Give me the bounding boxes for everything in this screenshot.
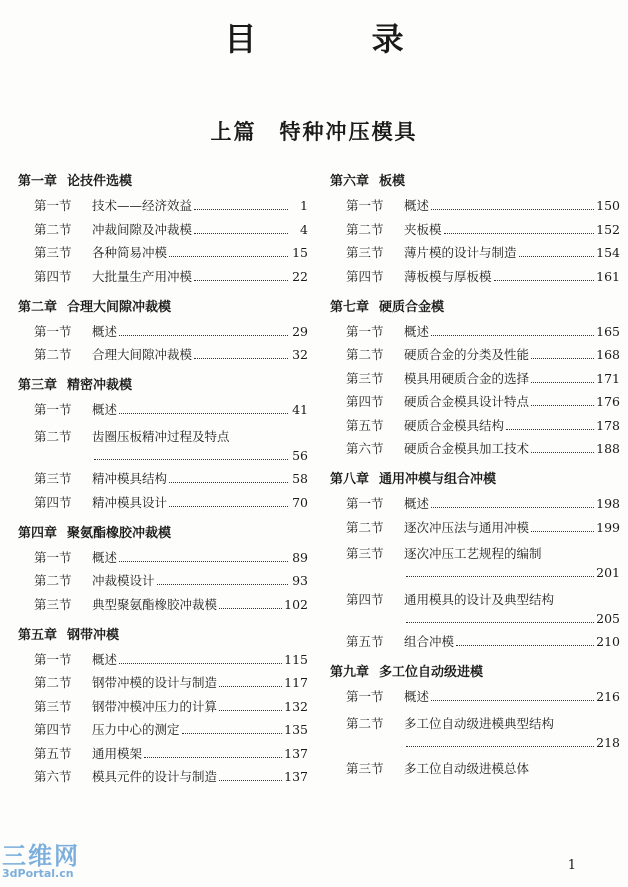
section-title: 概述 — [92, 651, 118, 667]
section-body — [92, 402, 308, 417]
dot-leader — [157, 584, 288, 585]
toc-entry[interactable] — [18, 324, 308, 339]
toc-entry[interactable] — [18, 269, 308, 284]
chapter-title: 精密冲裁模 — [67, 378, 133, 393]
toc-entry[interactable] — [18, 347, 308, 362]
page-ref: 171 — [596, 370, 620, 386]
section-label: 第五节 — [346, 417, 384, 433]
page-ref: 4 — [300, 221, 308, 237]
section-label: 第一节 — [34, 402, 72, 417]
dot-leader — [119, 413, 288, 414]
dot-leader — [219, 710, 282, 711]
page-number: 1 — [567, 858, 576, 873]
section-label: 第四节 — [346, 591, 384, 607]
section-label: 第二节 — [34, 428, 72, 444]
section-body — [92, 746, 308, 761]
section-title: 逐次冲压工艺规程的编制 — [404, 546, 542, 561]
section-title: 概述 — [92, 323, 118, 339]
page-ref: 201 — [596, 565, 620, 580]
toc-entry[interactable] — [330, 758, 620, 784]
section-body — [404, 245, 620, 260]
dot-leader — [431, 507, 594, 508]
section-label: 第四节 — [346, 268, 384, 284]
toc-entry[interactable] — [18, 550, 308, 565]
toc-entry[interactable] — [330, 520, 620, 535]
dot-leader — [456, 645, 594, 646]
section-label: 第二节 — [34, 221, 72, 237]
section-title: 钢带冲模冲压力的计算 — [92, 698, 218, 714]
section-body — [92, 198, 308, 213]
section-title: 硬质合金模具加工技术 — [404, 441, 530, 456]
section-title: 合理大间隙冲裁模 — [92, 347, 193, 362]
page-ref: 152 — [596, 221, 620, 237]
watermark-url: 3dPortal.cn — [2, 867, 74, 880]
toc-entry[interactable] — [330, 634, 620, 649]
section-body — [92, 597, 308, 612]
page-ref: 137 — [284, 769, 308, 784]
toc-entry[interactable] — [330, 347, 620, 362]
watermark-text: 三维网 — [2, 842, 80, 870]
page-ref: 161 — [596, 268, 620, 284]
dot-leader — [119, 335, 288, 336]
toc-column-left — [18, 170, 308, 796]
section-body — [404, 589, 620, 626]
section-title: 概述 — [404, 496, 430, 511]
dot-leader — [169, 482, 288, 483]
dot-leader — [444, 233, 595, 234]
section-body — [404, 418, 620, 433]
section-body — [92, 722, 308, 737]
section-label: 第五节 — [34, 745, 72, 761]
section-label: 第三节 — [346, 245, 384, 260]
chapter-block — [330, 170, 620, 284]
chapter-label: 第九章 — [330, 665, 370, 680]
toc-entry[interactable] — [330, 245, 620, 260]
chapter-label: 第五章 — [18, 627, 58, 643]
section-tail — [92, 448, 308, 463]
toc-entry[interactable] — [18, 769, 308, 784]
section-label: 第一节 — [34, 549, 72, 565]
section-label: 第三节 — [346, 546, 384, 561]
section-label: 第二节 — [346, 221, 384, 237]
page-title: 目 录 — [224, 20, 456, 58]
dot-leader — [94, 459, 288, 460]
dot-leader — [431, 700, 594, 701]
toc-entry[interactable] — [18, 495, 308, 510]
section-label: 第四节 — [34, 268, 72, 284]
section-title: 概述 — [92, 549, 118, 565]
toc-entry[interactable] — [330, 689, 620, 704]
chapter-title: 板模 — [379, 174, 406, 189]
chapter-block — [330, 296, 620, 457]
section-title: 冲裁模设计 — [92, 573, 155, 588]
dot-leader — [406, 622, 594, 623]
section-tail — [404, 611, 620, 626]
toc-entry[interactable] — [18, 699, 308, 714]
section-label: 第一节 — [346, 689, 384, 704]
dot-leader — [406, 576, 594, 577]
section-body — [404, 713, 620, 750]
section-title: 逐次冲压法与通用冲模 — [404, 519, 530, 535]
section-title: 概述 — [92, 402, 118, 417]
page-ref: 188 — [596, 441, 620, 456]
section-tail — [404, 735, 620, 750]
section-title: 硬质合金模具设计特点 — [404, 394, 530, 409]
section-label: 第三节 — [34, 471, 72, 486]
section-label: 第二节 — [346, 519, 384, 535]
section-label: 第六节 — [34, 769, 72, 784]
chapter-block — [18, 296, 308, 363]
section-body — [404, 496, 620, 511]
section-label: 第三节 — [346, 370, 384, 386]
section-title: 薄片模的设计与制造 — [404, 245, 517, 260]
page-ref: 1 — [300, 198, 308, 213]
section-title: 概述 — [404, 198, 430, 213]
toc-entry[interactable] — [330, 496, 620, 511]
dot-leader — [182, 733, 283, 734]
chapter-title: 钢带冲模 — [67, 627, 120, 643]
dot-leader — [169, 506, 288, 507]
section-title: 钢带冲模的设计与制造 — [92, 675, 218, 690]
dot-leader — [219, 780, 282, 781]
chapter-title: 合理大间隙冲裁模 — [67, 299, 172, 315]
section-body — [92, 426, 308, 463]
section-label: 第三节 — [34, 596, 72, 612]
section-body — [92, 769, 308, 784]
dot-leader — [144, 757, 282, 758]
page-ref: 165 — [596, 323, 620, 339]
chapter-block — [18, 624, 308, 785]
section-body — [404, 543, 620, 580]
toc-column-right — [330, 170, 620, 796]
page-ref: 150 — [596, 198, 620, 213]
toc-entry[interactable] — [330, 418, 620, 433]
section-body — [404, 689, 620, 704]
page-ref: 29 — [292, 323, 308, 339]
page-ref: 137 — [284, 745, 308, 761]
toc-entry[interactable] — [18, 746, 308, 761]
dot-leader — [119, 663, 282, 664]
page-ref: 178 — [596, 417, 620, 433]
section-body — [92, 245, 308, 260]
section-tail — [404, 565, 620, 580]
dot-leader — [406, 746, 594, 747]
section-label: 第二节 — [346, 715, 384, 731]
page-ref: 102 — [284, 596, 308, 612]
section-label: 第四节 — [34, 722, 72, 737]
section-body — [92, 573, 308, 588]
chapter-title: 多工位自动级进模 — [379, 665, 484, 680]
part-title: 上篇 特种冲压模具 — [210, 119, 418, 144]
section-label: 第一节 — [346, 323, 384, 339]
chapter-block — [330, 468, 620, 649]
dot-leader — [494, 280, 595, 281]
section-title: 组合冲模 — [404, 634, 455, 649]
section-title: 冲裁间隙及冲裁模 — [92, 221, 193, 237]
section-body — [92, 222, 308, 237]
section-title: 技术——经济效益 — [92, 198, 193, 213]
toc-entry[interactable] — [330, 589, 620, 626]
section-label: 第一节 — [34, 323, 72, 339]
section-tail — [404, 780, 620, 784]
section-label: 第三节 — [34, 245, 72, 260]
section-body — [404, 441, 620, 456]
chapter-heading[interactable] — [18, 170, 308, 189]
section-body — [92, 550, 308, 565]
dot-leader — [519, 256, 595, 257]
chapter-label: 第二章 — [18, 299, 58, 315]
section-title: 概述 — [404, 689, 430, 704]
toc-entry[interactable] — [18, 573, 308, 588]
dot-leader — [531, 531, 594, 532]
section-label: 第六节 — [346, 441, 384, 456]
section-label: 第五节 — [346, 634, 384, 649]
page-ref: 199 — [596, 519, 620, 535]
section-body — [404, 634, 620, 649]
section-label: 第四节 — [34, 494, 72, 510]
section-body — [404, 520, 620, 535]
section-title: 精冲模具设计 — [92, 494, 168, 510]
section-body — [92, 269, 308, 284]
dot-leader — [531, 405, 594, 406]
page-ref: 216 — [596, 689, 620, 704]
chapter-block — [18, 170, 308, 284]
section-label: 第三节 — [34, 698, 72, 714]
section-body — [92, 347, 308, 362]
toc-entry[interactable] — [330, 543, 620, 580]
section-body — [92, 495, 308, 510]
section-title: 大批量生产用冲模 — [92, 268, 193, 284]
chapter-label: 第一章 — [18, 174, 58, 189]
toc-entry[interactable] — [18, 652, 308, 667]
page-ref: 58 — [292, 471, 308, 486]
chapter-title: 论技件选模 — [67, 174, 133, 189]
chapter-heading[interactable] — [330, 296, 620, 315]
dot-leader — [169, 256, 288, 257]
section-label: 第一节 — [346, 198, 384, 213]
section-body — [404, 198, 620, 213]
page-ref: 32 — [292, 347, 308, 362]
chapter-label: 第四章 — [18, 525, 58, 541]
section-title: 各种简易冲模 — [92, 245, 168, 260]
page-ref: 205 — [596, 610, 620, 626]
dot-leader — [194, 358, 288, 359]
page-ref: 70 — [292, 494, 308, 510]
dot-leader — [531, 452, 594, 453]
chapter-block — [330, 661, 620, 784]
section-label: 第二节 — [34, 347, 72, 362]
section-title: 薄板模与厚板模 — [404, 268, 492, 284]
section-title: 多工位自动级进模总体 — [404, 761, 530, 776]
toc-entry[interactable] — [330, 713, 620, 750]
chapter-heading[interactable] — [18, 296, 308, 315]
toc-entry[interactable] — [18, 198, 308, 213]
toc-entry[interactable] — [18, 245, 308, 260]
chapter-label: 第七章 — [330, 299, 370, 315]
watermark-logo — [2, 844, 80, 879]
section-label: 第一节 — [346, 496, 384, 511]
toc-entry[interactable] — [18, 426, 308, 463]
page-ref: 198 — [596, 496, 620, 511]
section-title: 多工位自动级进模典型结构 — [404, 715, 555, 731]
chapter-heading[interactable] — [18, 624, 308, 643]
page-ref: 89 — [292, 549, 308, 565]
page-ref: 154 — [596, 245, 620, 260]
toc-entry[interactable] — [18, 675, 308, 690]
toc-entry[interactable] — [330, 198, 620, 213]
page-ref: 93 — [292, 573, 308, 588]
section-body — [92, 675, 308, 690]
toc-entry[interactable] — [330, 269, 620, 284]
chapter-label: 第八章 — [330, 472, 370, 487]
chapter-heading[interactable] — [330, 661, 620, 680]
section-body — [404, 269, 620, 284]
section-title: 模具元件的设计与制造 — [92, 769, 218, 784]
section-title: 通用模具的设计及典型结构 — [404, 591, 555, 607]
chapter-title: 通用冲模与组合冲模 — [379, 472, 497, 487]
chapter-heading[interactable] — [330, 170, 620, 189]
chapter-heading[interactable] — [18, 522, 308, 541]
toc-entry[interactable] — [330, 222, 620, 237]
section-label: 第二节 — [346, 347, 384, 362]
chapter-label: 第六章 — [330, 174, 370, 189]
section-title: 硬质合金模具结构 — [404, 417, 505, 433]
section-title: 压力中心的测定 — [92, 722, 180, 737]
section-title: 模具用硬质合金的选择 — [404, 370, 530, 386]
section-body — [404, 324, 620, 339]
toc-entry[interactable] — [18, 222, 308, 237]
chapter-title: 聚氨酯橡胶冲裁模 — [67, 525, 172, 541]
section-body — [92, 652, 308, 667]
dot-leader — [219, 608, 282, 609]
section-label: 第一节 — [34, 651, 72, 667]
section-body — [92, 699, 308, 714]
chapter-title: 硬质合金模 — [379, 299, 445, 315]
section-label: 第二节 — [34, 573, 72, 588]
section-label: 第三节 — [346, 761, 384, 776]
toc-entry[interactable] — [330, 441, 620, 456]
section-label: 第二节 — [34, 675, 72, 690]
toc-entry[interactable] — [330, 324, 620, 339]
toc-entry[interactable] — [18, 597, 308, 612]
dot-leader — [531, 382, 594, 383]
section-title: 硬质合金的分类及性能 — [404, 347, 530, 362]
section-title: 通用模架 — [92, 745, 143, 761]
page-ref: 15 — [292, 245, 308, 260]
page-ref: 210 — [596, 634, 620, 649]
dot-leader — [194, 233, 288, 234]
section-body — [404, 222, 620, 237]
page-ref: 115 — [284, 651, 308, 667]
dot-leader — [194, 280, 288, 281]
page-ref: 135 — [284, 722, 308, 737]
section-title: 典型聚氨酯橡胶冲裁模 — [92, 596, 218, 612]
toc-entry[interactable] — [18, 471, 308, 486]
dot-leader — [431, 209, 594, 210]
section-title: 夹板模 — [404, 221, 442, 237]
section-body — [404, 394, 620, 409]
chapter-heading[interactable] — [330, 468, 620, 487]
section-body — [404, 371, 620, 386]
chapter-heading[interactable] — [18, 374, 308, 393]
dot-leader — [431, 335, 594, 336]
chapter-label: 第三章 — [18, 378, 58, 393]
page-ref: 117 — [284, 675, 308, 690]
section-body — [92, 324, 308, 339]
toc-entry[interactable] — [330, 371, 620, 386]
section-body — [404, 758, 620, 784]
section-title: 概述 — [404, 323, 430, 339]
dot-leader — [219, 686, 282, 687]
section-title: 精冲模具结构 — [92, 471, 168, 486]
page-ref: 132 — [284, 698, 308, 714]
chapter-block — [18, 374, 308, 510]
page-ref: 168 — [596, 347, 620, 362]
toc-entry[interactable] — [330, 394, 620, 409]
dot-leader — [119, 561, 288, 562]
section-body — [92, 471, 308, 486]
page-ref: 22 — [292, 268, 308, 284]
section-title: 齿圈压板精冲过程及特点 — [92, 428, 230, 444]
dot-leader — [194, 209, 288, 210]
chapter-block — [18, 522, 308, 612]
toc-entry[interactable] — [18, 402, 308, 417]
section-label: 第一节 — [34, 198, 72, 213]
page-ref: 176 — [596, 394, 620, 409]
page-ref: 41 — [292, 402, 308, 417]
dot-leader — [531, 358, 594, 359]
toc-entry[interactable] — [18, 722, 308, 737]
dot-leader — [506, 429, 594, 430]
page-ref: 56 — [292, 447, 308, 463]
page-ref: 218 — [596, 734, 620, 750]
section-body — [404, 347, 620, 362]
section-label: 第四节 — [346, 394, 384, 409]
